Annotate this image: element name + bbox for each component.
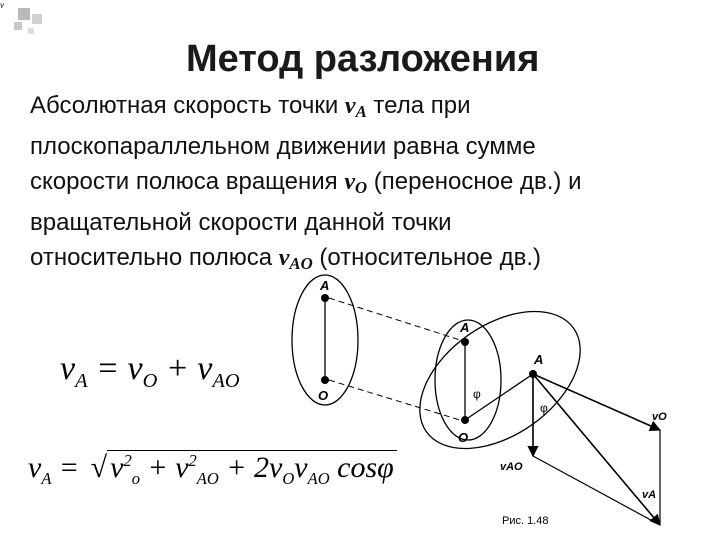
body-text-fragment: относительно полюса [30, 244, 279, 272]
label-vo: vO [652, 411, 667, 423]
slide-title: Метод разложения [186, 38, 540, 80]
vector-vo [533, 374, 660, 430]
body-text-fragment: тела при [366, 92, 471, 119]
vec-subscript: AO [289, 254, 313, 274]
label-a-translated: A [460, 320, 470, 335]
formula-term: v [110, 451, 124, 484]
label-va: vA [642, 489, 657, 501]
body-ellipse-rotated [395, 283, 606, 476]
formula-term: v [294, 451, 308, 484]
formula-operator: + 2 [218, 451, 270, 484]
corner-decoration [0, 0, 60, 40]
formula-term: v [60, 350, 76, 387]
body-line-3 [30, 164, 710, 205]
body-line-1 [30, 88, 710, 129]
body-text-fragment: скорости полюса вращения [30, 168, 345, 196]
formula-operator: = [51, 451, 87, 484]
formula-subscript: AO [196, 469, 219, 488]
point-o-initial [321, 376, 329, 384]
formula-term: v [127, 350, 143, 387]
label-a-initial: A [320, 278, 330, 293]
vec-subscript: O [354, 178, 368, 198]
vector-va [533, 374, 660, 525]
figure-caption: Рис. 1.48 [502, 515, 549, 527]
formula-term: v [28, 451, 42, 484]
body-line-4: вращательной скорости данной точки [30, 209, 452, 237]
formula-subscript: A [41, 469, 52, 488]
vec-letter: v [344, 169, 355, 196]
label-phi-1: φ [473, 387, 481, 401]
formula-subscript: O [142, 369, 158, 392]
formula-term: v [197, 350, 213, 387]
formula-function: cos [329, 451, 378, 484]
vec-letter: v [278, 245, 290, 272]
formula-term: v [175, 451, 189, 484]
vec-letter: v [344, 93, 356, 119]
body-text-fragment: (переносное дв.) и [367, 168, 582, 196]
parallelogram-edge-1 [533, 456, 660, 525]
body-line-2: плоскопараллельном движении равна сумме [30, 133, 536, 161]
body-text-fragment: (относительное дв.) [312, 244, 541, 272]
velocity-symbol-va [344, 93, 367, 122]
formula-operator: + [139, 451, 176, 484]
label-o-initial: O [318, 388, 329, 403]
radical-sign-icon: √ [90, 451, 108, 484]
formula-operator: + [157, 350, 198, 387]
velocity-symbol-vo [344, 169, 368, 198]
body-text-fragment: Абсолютная скорость точки [30, 92, 345, 119]
corner-mark: v [0, 0, 4, 10]
translation-line-a [329, 298, 460, 340]
formula-subscript: AO [212, 369, 240, 392]
label-vao: vAO [500, 461, 523, 473]
velocity-decomposition-diagram [280, 270, 700, 540]
formula-subscript: A [75, 369, 88, 392]
label-a-rotated: A [534, 352, 544, 367]
formula-superscript: 2 [123, 451, 132, 470]
formula-vector-sum [60, 350, 240, 393]
formula-term: v [269, 451, 283, 484]
formula-term: φ [377, 451, 394, 484]
vec-subscript: A [355, 102, 367, 122]
formula-operator: = [87, 350, 128, 387]
formula-subscript: o [131, 469, 140, 488]
body-paragraph [30, 88, 710, 282]
point-a-initial [321, 294, 329, 302]
formula-subscript: O [282, 469, 295, 488]
label-phi-2: φ [540, 401, 548, 415]
formula-subscript: AO [307, 469, 330, 488]
formula-superscript: 2 [188, 451, 197, 470]
label-o-common: O [458, 430, 469, 445]
velocity-symbol-vao [278, 245, 313, 274]
